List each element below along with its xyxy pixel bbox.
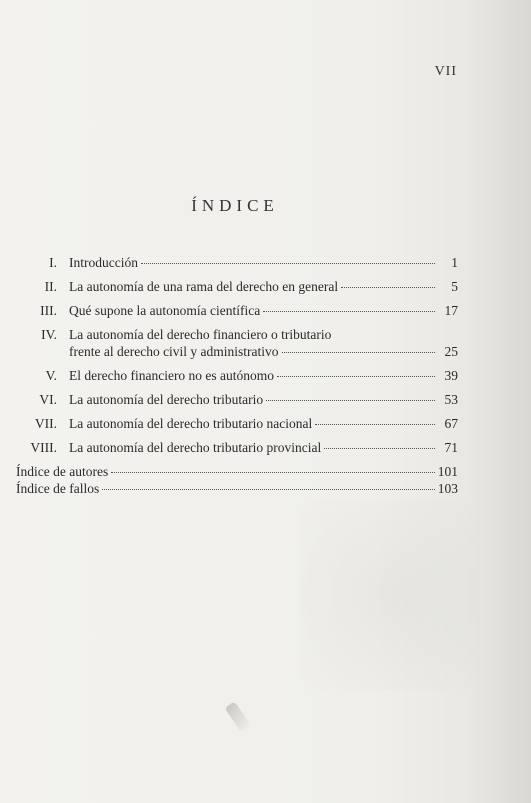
page-number: VII bbox=[434, 64, 457, 79]
leader-dots bbox=[315, 424, 435, 425]
chapter-number: VI. bbox=[39, 392, 57, 407]
chapter-title-line-1: La autonomía del derecho financiero o tributario bbox=[69, 327, 332, 342]
bleed-through-shadow bbox=[300, 500, 480, 690]
page-title: ÍNDICE bbox=[191, 196, 279, 215]
page-ref: 25 bbox=[444, 344, 458, 359]
toc-entry[interactable] bbox=[16, 326, 458, 360]
chapter-number: VIII. bbox=[30, 440, 57, 455]
page-ref: 67 bbox=[444, 416, 458, 431]
paper-smudge bbox=[224, 701, 251, 732]
chapter-title: La autonomía del derecho tributario nacional bbox=[69, 416, 313, 431]
toc-entry[interactable] bbox=[16, 439, 458, 456]
chapter-number: IV. bbox=[41, 327, 57, 342]
leader-dots bbox=[277, 376, 435, 377]
leader-dots bbox=[341, 287, 435, 288]
leader-dots bbox=[266, 400, 435, 401]
leader-dots bbox=[263, 311, 435, 312]
index-title: Índice de autores bbox=[16, 464, 109, 479]
toc-entry-index[interactable] bbox=[16, 463, 458, 480]
chapter-number: II. bbox=[44, 279, 57, 294]
chapter-title: La autonomía de una rama del derecho en general bbox=[69, 279, 339, 294]
chapter-title: El derecho financiero no es autónomo bbox=[69, 368, 275, 383]
toc-entry[interactable] bbox=[16, 367, 458, 384]
chapter-title-line-2: frente al derecho civil y administrativo bbox=[69, 344, 279, 359]
toc-entry-index[interactable] bbox=[16, 480, 458, 497]
chapter-number: III. bbox=[40, 303, 57, 318]
page-ref: 5 bbox=[451, 279, 458, 294]
chapter-number: V. bbox=[45, 368, 57, 383]
table-of-contents bbox=[16, 254, 458, 504]
page-ref: 17 bbox=[444, 303, 458, 318]
toc-entry[interactable] bbox=[16, 254, 458, 271]
leader-dots bbox=[141, 263, 435, 264]
page-ref: 53 bbox=[444, 392, 458, 407]
toc-entry[interactable] bbox=[16, 278, 458, 295]
page-ref: 1 bbox=[451, 255, 458, 270]
chapter-title: Qué supone la autonomía científica bbox=[69, 303, 261, 318]
page-ref: 71 bbox=[444, 440, 458, 455]
leader-dots bbox=[324, 448, 435, 449]
chapter-number: VII. bbox=[34, 416, 57, 431]
leader-dots bbox=[111, 472, 435, 473]
toc-entry[interactable] bbox=[16, 302, 458, 319]
leader-dots bbox=[102, 489, 435, 490]
chapter-title: La autonomía del derecho tributario provincial bbox=[69, 440, 322, 455]
page-ref: 101 bbox=[437, 464, 458, 479]
chapter-number: I. bbox=[49, 255, 57, 270]
leader-dots bbox=[282, 352, 435, 353]
page-ref: 39 bbox=[444, 368, 458, 383]
chapter-title: La autonomía del derecho tributario bbox=[69, 392, 264, 407]
toc-entry[interactable] bbox=[16, 415, 458, 432]
index-title: Índice de fallos bbox=[16, 481, 100, 496]
page-ref: 103 bbox=[437, 481, 458, 496]
chapter-title: Introducción bbox=[69, 255, 138, 270]
toc-entry[interactable] bbox=[16, 391, 458, 408]
